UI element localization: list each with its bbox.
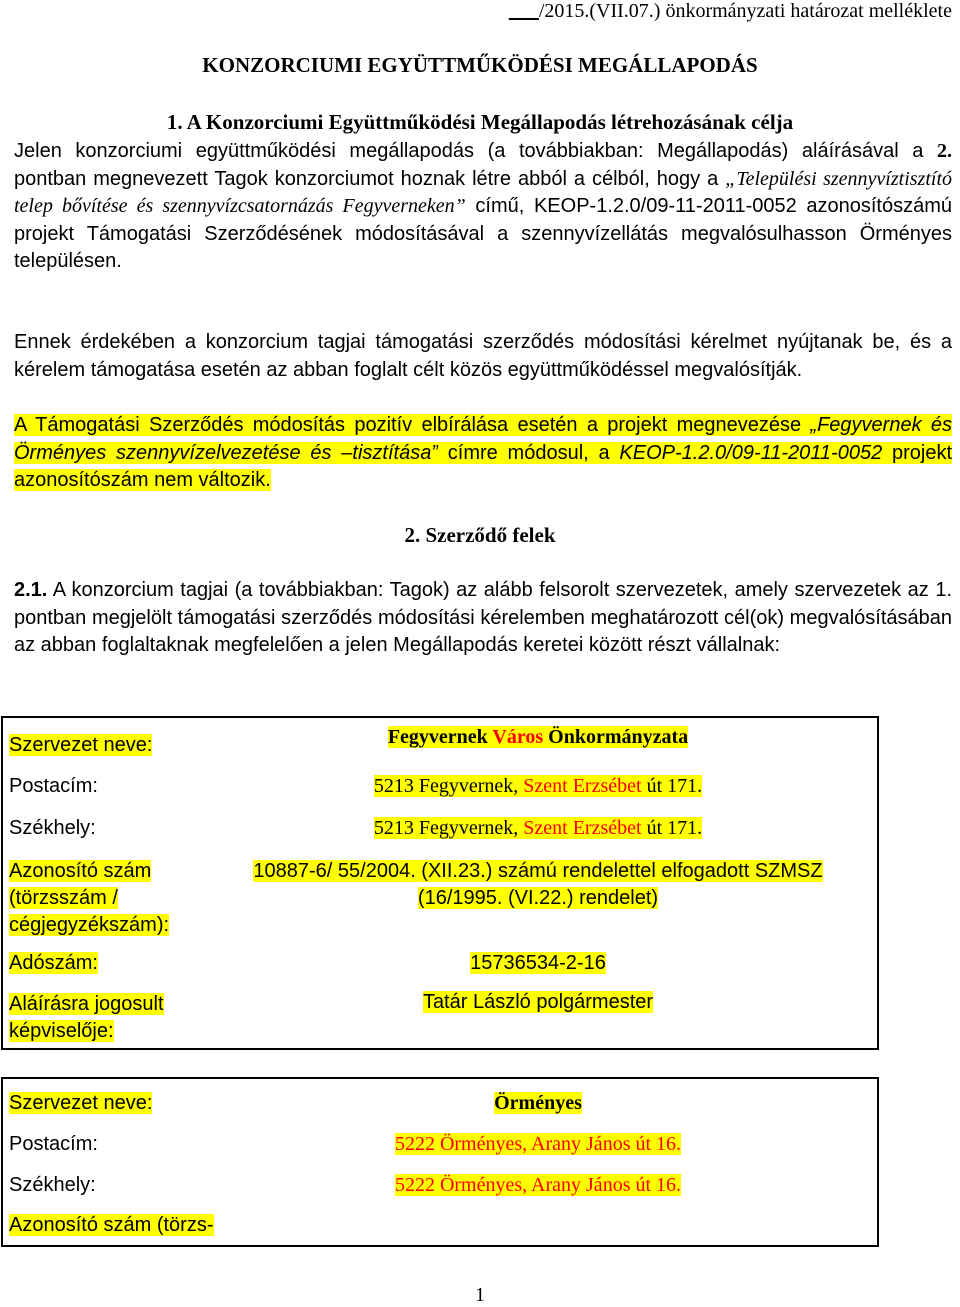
org2-name-value: Örményes (494, 1092, 582, 1114)
page-number: 1 (475, 1284, 485, 1306)
org2-name-label: Szervezet neve: (9, 1092, 153, 1114)
org1-row-id (1, 854, 877, 948)
org2-id-label: Azonosító szám (törzs- (9, 1214, 214, 1236)
org1-tax-label: Adószám: (9, 952, 98, 974)
p3-text-a: A Támogatási Szerződés módosítás pozitív elbírálása esetén a projekt megnevezése (14, 414, 811, 436)
p3-project-id: KEOP-1.2.0/09-11-2011-0052 (619, 441, 883, 464)
org1-tax-value: 15736534-2-16 (470, 952, 606, 974)
org1-rep-value: Tatár László polgármester (422, 991, 654, 1013)
blank-line: ___ (508, 0, 539, 22)
org1-rep-label: Aláírásra jogosult képviselője: (9, 993, 164, 1042)
p3-text-c: címre módosul, a (437, 441, 620, 464)
org2-table (1, 1087, 877, 1247)
org1-id-label: Azonosító szám (törzsszám / cégjegyzékszám): (9, 860, 170, 936)
p1-text-a: Jelen konzorciumi együttműködési megállapodás (a továbbiakban: Megállapodás) aláírásával a (14, 140, 937, 162)
org1-postal-label: Postacím: (9, 775, 98, 797)
org1-name-label: Szervezet neve: (9, 734, 153, 756)
p3-new-title: „Fegyvernek és Örményes szennyvízelvezetése és –tisztítása” (14, 414, 953, 464)
section2-text: A konzorcium tagjai (a továbbiakban: Tagok) az alább felsorolt szervezetek, amely szervezetek az 1. pontban megjelölt támogatási szerződés módosítási kérelemben meghatározott cél(ok) megvalósításában az abban foglaltaknak megfelelően a jelen Megállapodás keretei között részt vállalnak: (14, 579, 952, 656)
p1-text-c: pontban megnevezett Tagok konzorciumot hoznak létre abból a célból, hogy a (14, 167, 726, 190)
org1-seat-value: 5213 Fegyvernek, Szent Erzsébet út 171. (373, 817, 703, 839)
section1-paragraph1 (14, 138, 952, 276)
document-title: KONZORCIUMI EGYÜTTMŰKÖDÉSI MEGÁLLAPODÁS (202, 53, 758, 77)
p1-text-e: című, KEOP-1.2.0/09-11-2011-0052 azonosítószámú projekt Támogatási Szerződésének módosításával a szennyvízellátás megvalósulhasson Örményes településen. (14, 195, 953, 272)
org2-row-seat (1, 1170, 877, 1211)
org2-postal-value: 5222 Örményes, Arany János út 16. (394, 1133, 682, 1155)
org2-seat-label: Székhely: (9, 1174, 96, 1196)
org1-row-tax (1, 948, 877, 988)
org1-row-seat (1, 813, 877, 854)
section2-heading: 2. Szerződő felek (404, 523, 556, 547)
section1-heading: 1. A Konzorciumi Együttműködési Megállapodás létrehozásának célja (166, 110, 794, 134)
resolution-reference (509, 0, 952, 23)
org1-id-value: 10887-6/ 55/2004. (XII.23.) számú rendelettel elfogadott SZMSZ (16/1995. (VI.22.) rendelet) (253, 860, 823, 909)
org2-row-id (1, 1211, 877, 1247)
org2-row-postal (1, 1129, 877, 1170)
org2-seat-value: 5222 Örményes, Arany János út 16. (394, 1174, 682, 1196)
org1-row-name (1, 726, 877, 772)
org1-table (1, 726, 877, 1048)
org2-row-name (1, 1087, 877, 1129)
org1-postal-value: 5213 Fegyvernek, Szent Erzsébet út 171. (373, 775, 703, 797)
org1-row-postal (1, 772, 877, 813)
resolution-text: /2015.(VII.07.) önkormányzati határozat melléklete (538, 0, 952, 22)
p1-point-ref: 2. (937, 140, 952, 162)
org2-postal-label: Postacím: (9, 1133, 98, 1155)
org1-row-rep (1, 988, 877, 1048)
p3-text-e: projekt azonosítószám nem változik. (14, 441, 953, 491)
section1-paragraph3 (14, 412, 952, 495)
p1-project-title: „Települési szennyvíztisztító telep bővítése és szennyvízcsatornázás Fegyverneken” (14, 167, 952, 217)
section1-paragraph2: Ennek érdekében a konzorcium tagjai támogatási szerződés módosítási kérelmet nyújtanak be, és a kérelem támogatása esetén az abban foglalt célt közös együttműködéssel megvalósítják. (14, 331, 952, 381)
section2-paragraph1 (14, 577, 952, 660)
org1-seat-label: Székhely: (9, 817, 96, 839)
subsection-number: 2.1. (14, 579, 48, 601)
org1-name-value: Fegyvernek Város Önkormányzata (387, 726, 689, 748)
